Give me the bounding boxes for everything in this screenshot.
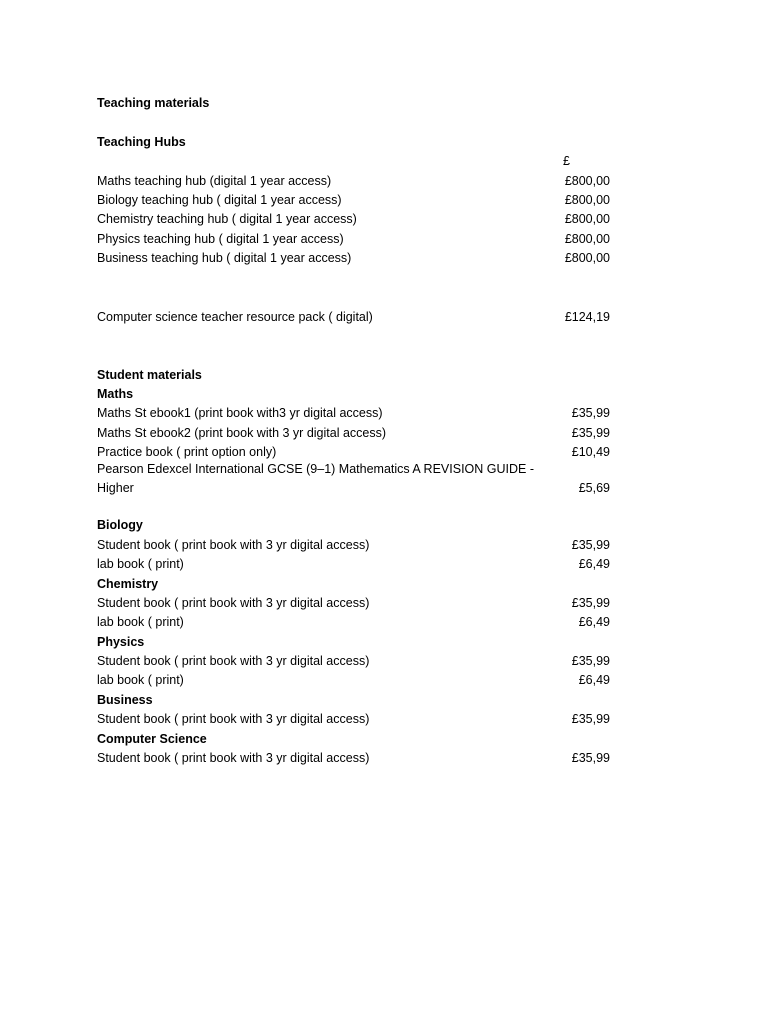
item-price: £35,99: [571, 751, 610, 765]
item-price: £35,99: [571, 596, 610, 610]
physics-heading-text: Physics: [97, 635, 145, 649]
student-materials-heading: [97, 366, 610, 385]
price-row: [97, 191, 610, 210]
business-heading: [97, 691, 610, 710]
business-heading-text: Business: [97, 693, 153, 707]
item-label: Biology teaching hub ( digital 1 year access): [97, 193, 342, 207]
teaching-hubs-heading-text: Teaching Hubs: [97, 135, 186, 149]
price-row: [97, 555, 610, 574]
price-row: [97, 652, 610, 671]
price-row: [97, 749, 610, 768]
item-label: lab book ( print): [97, 673, 184, 687]
item-price: £35,99: [571, 712, 610, 726]
item-price: £35,99: [571, 426, 610, 440]
item-price: £35,99: [571, 406, 610, 420]
price-row: [97, 249, 610, 268]
maths-heading: [97, 385, 610, 404]
biology-heading-text: Biology: [97, 518, 143, 532]
item-label: Student book ( print book with 3 yr digital access): [97, 596, 370, 610]
item-label: Student book ( print book with 3 yr digital access): [97, 654, 370, 668]
item-label: Maths teaching hub (digital 1 year access): [97, 174, 332, 188]
student-materials-heading-text: Student materials: [97, 368, 202, 382]
item-label: Business teaching hub ( digital 1 year access): [97, 251, 352, 265]
item-label: Student book ( print book with 3 yr digital access): [97, 712, 370, 726]
item-price: £800,00: [564, 174, 610, 188]
item-price: £6,49: [578, 673, 610, 687]
price-row: [97, 210, 610, 229]
item-price: £5,69: [578, 481, 610, 495]
item-label: Computer science teacher resource pack ( digital): [97, 310, 373, 324]
price-row: [97, 594, 610, 613]
computer-science-heading-text: Computer Science: [97, 732, 207, 746]
item-label: Student book ( print book with 3 yr digital access): [97, 538, 370, 552]
item-label: lab book ( print): [97, 557, 184, 571]
price-row: [97, 308, 610, 327]
biology-heading: [97, 516, 610, 535]
price-row: [97, 172, 610, 191]
price-row: [97, 536, 610, 555]
item-label: Student book ( print book with 3 yr digital access): [97, 751, 370, 765]
currency-header: £: [563, 154, 570, 168]
item-price: £35,99: [571, 654, 610, 668]
item-label: Maths St ebook2 (print book with 3 yr digital access): [97, 426, 387, 440]
price-row: [97, 613, 610, 632]
item-price: £6,49: [578, 557, 610, 571]
item-price: £800,00: [564, 232, 610, 246]
item-price: £6,49: [578, 615, 610, 629]
item-price: £800,00: [564, 193, 610, 207]
item-label: lab book ( print): [97, 615, 184, 629]
maths-heading-text: Maths: [97, 387, 134, 401]
price-row: [97, 424, 610, 443]
item-price: £10,49: [571, 445, 610, 459]
item-label: Practice book ( print option only): [97, 445, 277, 459]
physics-heading: [97, 633, 610, 652]
currency-header-row: [97, 152, 610, 171]
price-row: [97, 710, 610, 729]
item-price: £800,00: [564, 212, 610, 226]
price-row: [97, 404, 610, 423]
item-label: Maths St ebook1 (print book with3 yr digital access): [97, 406, 383, 420]
computer-science-heading: [97, 730, 610, 749]
chemistry-heading: [97, 575, 610, 594]
item-label: Pearson Edexcel International GCSE (9–1) Mathematics A REVISION GUIDE - Higher: [97, 462, 534, 495]
document-title: [97, 94, 610, 113]
price-row: [97, 460, 610, 498]
item-price: £35,99: [571, 538, 610, 552]
item-label: Physics teaching hub ( digital 1 year access): [97, 232, 344, 246]
chemistry-heading-text: Chemistry: [97, 577, 159, 591]
item-price: £800,00: [564, 251, 610, 265]
price-row: [97, 671, 610, 690]
document-title-text: Teaching materials: [97, 96, 210, 110]
item-price: £124,19: [564, 310, 610, 324]
teaching-hubs-heading: [97, 133, 610, 152]
price-row: [97, 230, 610, 249]
item-label: Chemistry teaching hub ( digital 1 year access): [97, 212, 357, 226]
